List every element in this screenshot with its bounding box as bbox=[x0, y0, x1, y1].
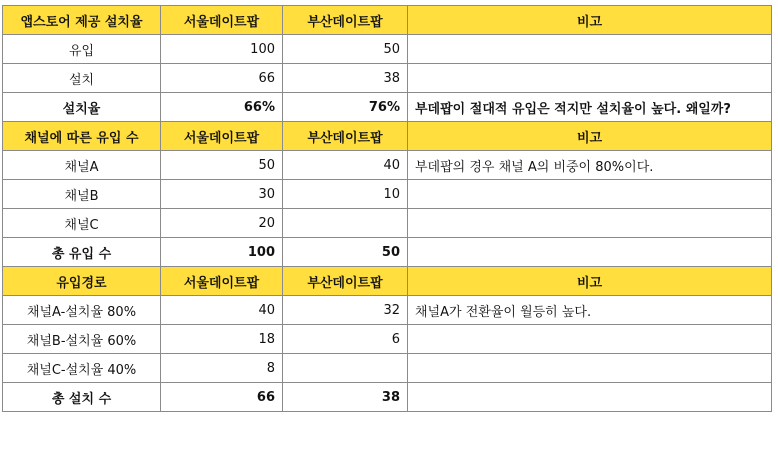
table-row bbox=[3, 180, 772, 209]
row-label: 채널C bbox=[3, 209, 161, 238]
row-label: 채널B bbox=[3, 180, 161, 209]
column-header: 서울데이트팝 bbox=[161, 6, 283, 35]
note-cell bbox=[408, 354, 772, 383]
row-label: 채널A bbox=[3, 151, 161, 180]
busan-value: 6 bbox=[283, 325, 408, 354]
table-row bbox=[3, 35, 772, 64]
row-label: 유입 bbox=[3, 35, 161, 64]
comparison-table bbox=[2, 5, 772, 412]
seoul-value: 50 bbox=[161, 151, 283, 180]
table-row bbox=[3, 296, 772, 325]
busan-value: 32 bbox=[283, 296, 408, 325]
column-header: 서울데이트팝 bbox=[161, 267, 283, 296]
seoul-value: 66% bbox=[161, 93, 283, 122]
seoul-value: 18 bbox=[161, 325, 283, 354]
column-header: 채널에 따른 유입 수 bbox=[3, 122, 161, 151]
section-header-row bbox=[3, 267, 772, 296]
seoul-value: 100 bbox=[161, 238, 283, 267]
summary-row bbox=[3, 383, 772, 412]
note-cell bbox=[408, 325, 772, 354]
table-row bbox=[3, 64, 772, 93]
row-label: 채널C-설치율 40% bbox=[3, 354, 161, 383]
busan-value: 50 bbox=[283, 35, 408, 64]
note-cell bbox=[408, 209, 772, 238]
column-header: 비고 bbox=[408, 122, 772, 151]
note-cell bbox=[408, 64, 772, 93]
note-cell: 부데팝이 절대적 유입은 적지만 설치율이 높다. 왜일까? bbox=[408, 93, 772, 122]
table-row bbox=[3, 325, 772, 354]
busan-value bbox=[283, 354, 408, 383]
column-header: 비고 bbox=[408, 6, 772, 35]
busan-value: 38 bbox=[283, 383, 408, 412]
row-label: 설치율 bbox=[3, 93, 161, 122]
note-cell bbox=[408, 238, 772, 267]
busan-value: 10 bbox=[283, 180, 408, 209]
row-label: 설치 bbox=[3, 64, 161, 93]
seoul-value: 100 bbox=[161, 35, 283, 64]
section-header-row bbox=[3, 122, 772, 151]
column-header: 비고 bbox=[408, 267, 772, 296]
seoul-value: 66 bbox=[161, 383, 283, 412]
column-header: 부산데이트팝 bbox=[283, 122, 408, 151]
column-header: 부산데이트팝 bbox=[283, 267, 408, 296]
column-header: 유입경로 bbox=[3, 267, 161, 296]
row-label: 총 설치 수 bbox=[3, 383, 161, 412]
busan-value: 38 bbox=[283, 64, 408, 93]
row-label: 채널A-설치율 80% bbox=[3, 296, 161, 325]
note-cell bbox=[408, 180, 772, 209]
note-cell bbox=[408, 35, 772, 64]
summary-row bbox=[3, 93, 772, 122]
busan-value: 40 bbox=[283, 151, 408, 180]
column-header: 서울데이트팝 bbox=[161, 122, 283, 151]
seoul-value: 40 bbox=[161, 296, 283, 325]
seoul-value: 20 bbox=[161, 209, 283, 238]
column-header: 부산데이트팝 bbox=[283, 6, 408, 35]
row-label: 채널B-설치율 60% bbox=[3, 325, 161, 354]
seoul-value: 8 bbox=[161, 354, 283, 383]
seoul-value: 30 bbox=[161, 180, 283, 209]
column-header: 앱스토어 제공 설치율 bbox=[3, 6, 161, 35]
note-cell: 채널A가 전환율이 월등히 높다. bbox=[408, 296, 772, 325]
summary-row bbox=[3, 238, 772, 267]
table-row bbox=[3, 151, 772, 180]
note-cell bbox=[408, 383, 772, 412]
seoul-value: 66 bbox=[161, 64, 283, 93]
section-header-row bbox=[3, 6, 772, 35]
table-row bbox=[3, 354, 772, 383]
row-label: 총 유입 수 bbox=[3, 238, 161, 267]
busan-value bbox=[283, 209, 408, 238]
busan-value: 50 bbox=[283, 238, 408, 267]
busan-value: 76% bbox=[283, 93, 408, 122]
table-row bbox=[3, 209, 772, 238]
note-cell: 부데팝의 경우 채널 A의 비중이 80%이다. bbox=[408, 151, 772, 180]
